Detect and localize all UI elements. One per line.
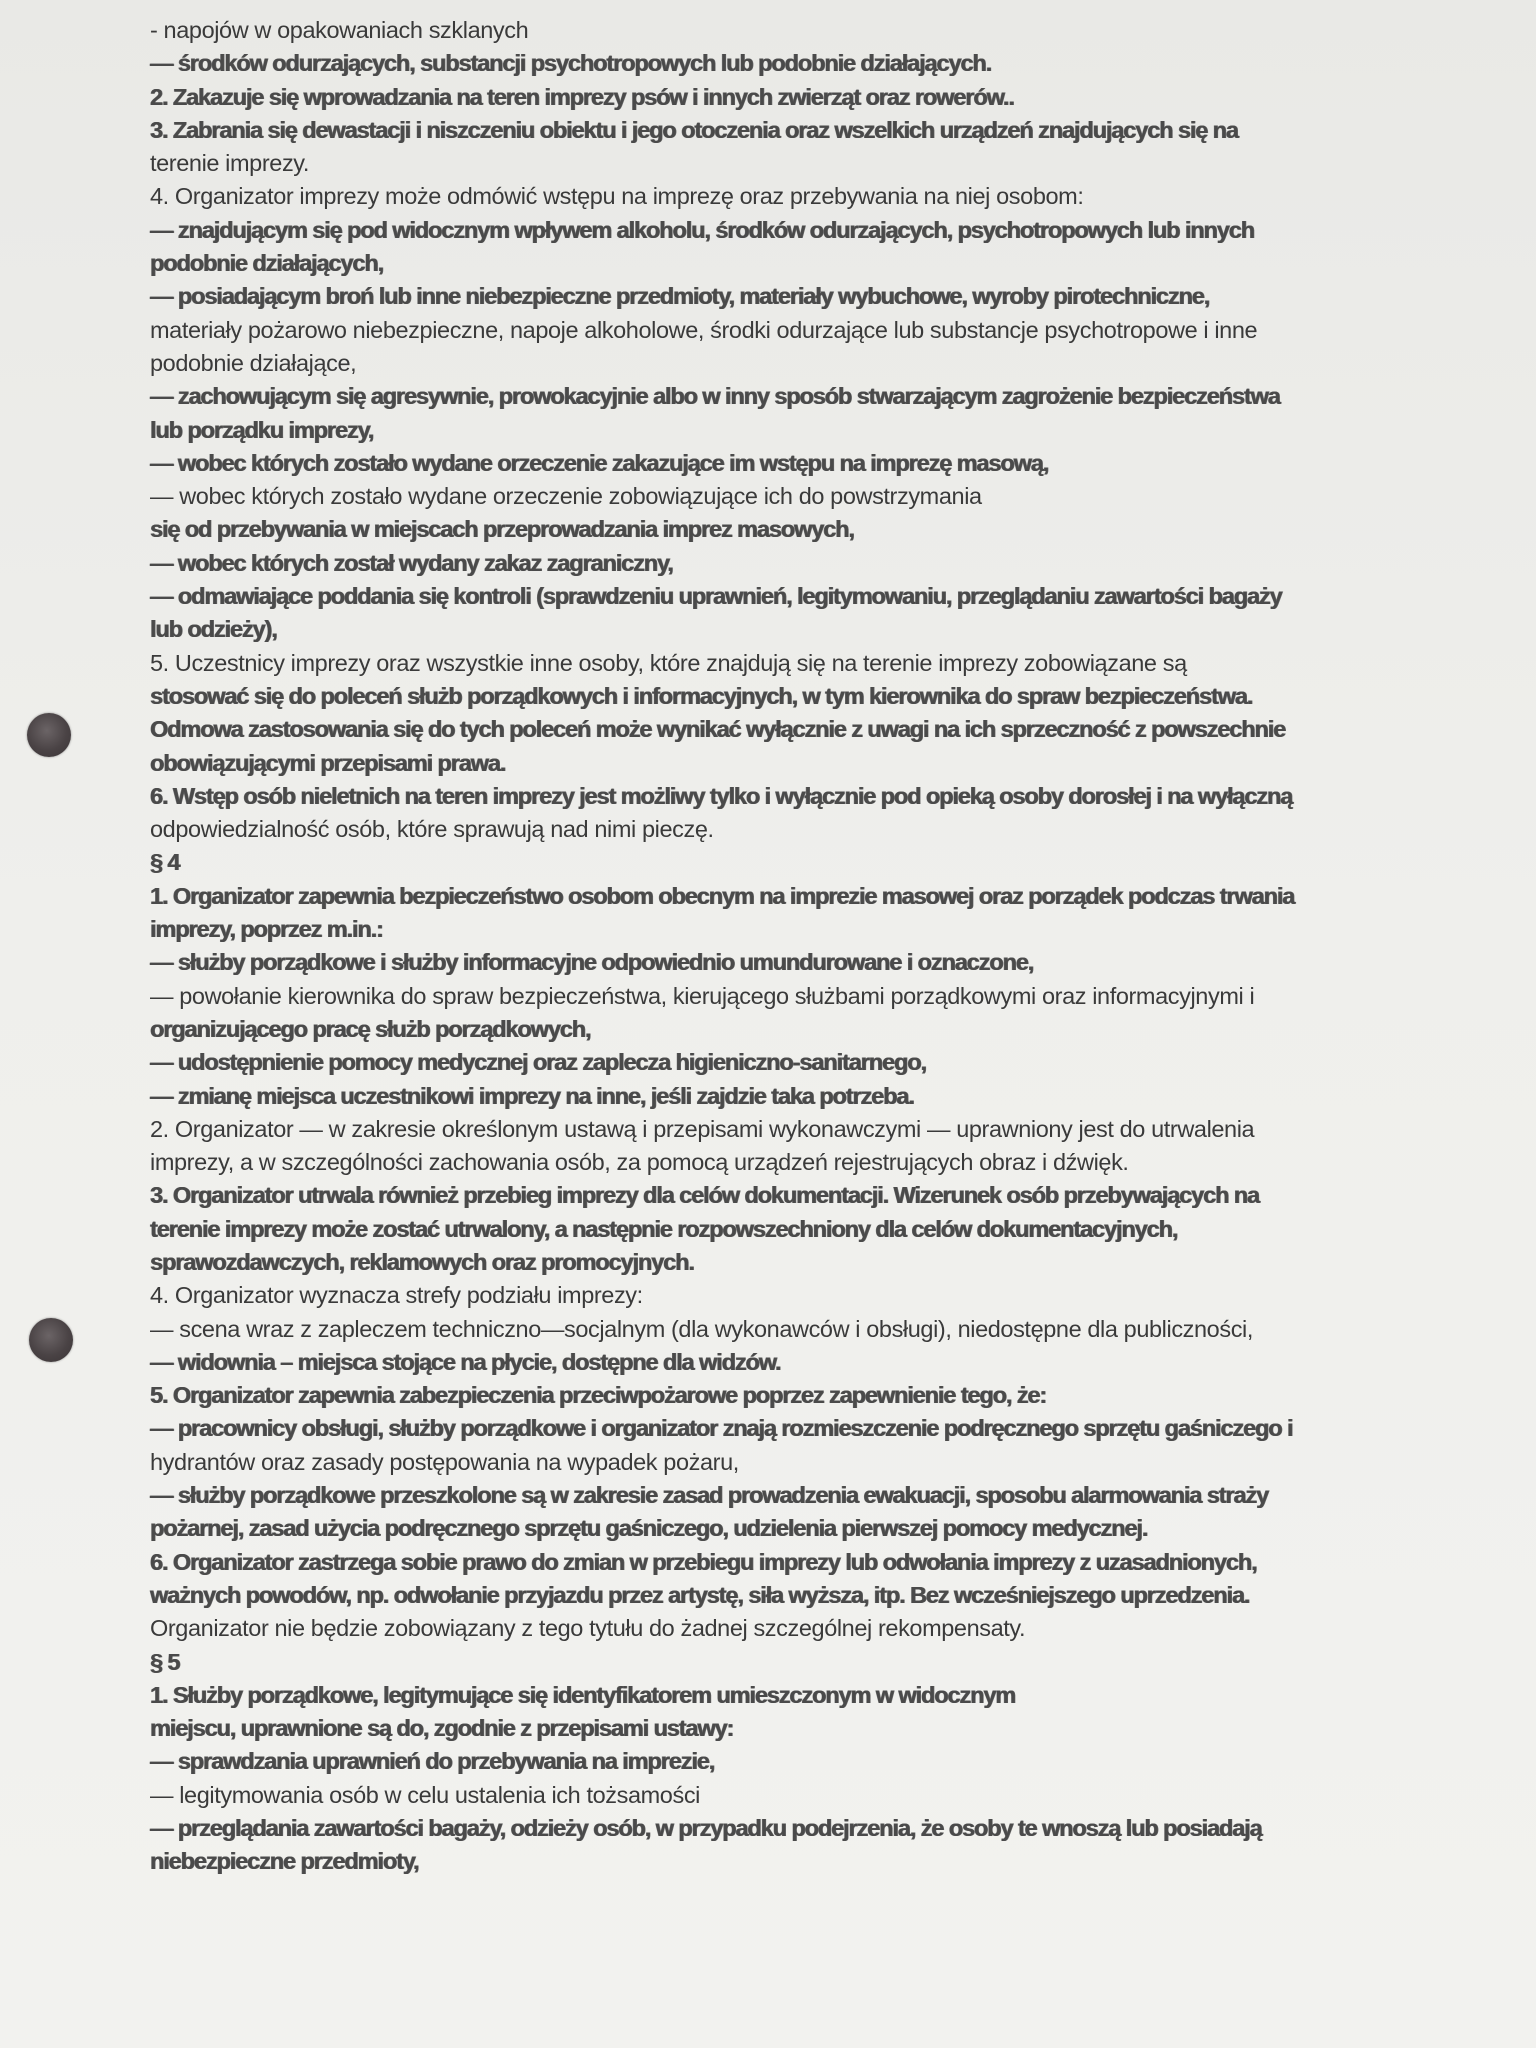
text-line: — wobec których został wydany zakaz zagraniczny, bbox=[150, 549, 673, 576]
punch-hole-bottom bbox=[29, 1318, 73, 1362]
text-line: imprezy, poprzez m.in.: bbox=[150, 916, 383, 943]
text-line: 3. Organizator utrwala również przebieg imprezy dla celów dokumentacji. Wizerunek osób przebywających na bbox=[150, 1182, 1260, 1209]
text-line: sprawozdawczych, reklamowych oraz promocyjnych. bbox=[150, 1248, 694, 1275]
text-line: — zmianę miejsca uczestnikowi imprezy na inne, jeśli zajdzie taka potrzeba. bbox=[150, 1082, 914, 1109]
text-line: — legitymowania osób w celu ustalenia ich tożsamości bbox=[150, 1781, 700, 1808]
text-line: się od przebywania w miejscach przeprowadzania imprez masowych, bbox=[150, 516, 854, 543]
text-line: obowiązującymi przepisami prawa. bbox=[150, 749, 506, 776]
text-line: 4. Organizator imprezy może odmówić wstępu na imprezę oraz przebywania na niej osobom: bbox=[150, 183, 1084, 210]
text-line: podobnie działających, bbox=[150, 250, 384, 277]
text-line: 6. Wstęp osób nieletnich na teren imprezy jest możliwy tylko i wyłącznie pod opieką osoby dorosłej i na wyłączną bbox=[150, 782, 1293, 809]
text-line: 5. Organizator zapewnia zabezpieczenia przeciwpożarowe poprzez zapewnienie tego, że: bbox=[150, 1382, 1047, 1409]
text-line: — powołanie kierownika do spraw bezpieczeństwa, kierującego służbami porządkowymi oraz informacyjnymi i bbox=[150, 982, 1255, 1009]
text-line: Odmowa zastosowania się do tych poleceń może wynikać wyłącznie z uwagi na ich sprzeczność z powszechnie bbox=[150, 716, 1286, 743]
text-line: — scena wraz z zapleczem techniczno—socjalnym (dla wykonawców i obsługi), niedostępne dla publiczności, bbox=[150, 1315, 1254, 1342]
text-line: stosować się do poleceń służb porządkowych i informacyjnych, w tym kierownika do spraw bezpieczeństwa. bbox=[150, 682, 1253, 709]
text-line: — znajdującym się pod widocznym wpływem alkoholu, środków odurzających, psychotropowych lub innych bbox=[150, 216, 1254, 243]
text-line: 1. Organizator zapewnia bezpieczeństwo osobom obecnym na imprezie masowej oraz porządek podczas trwania bbox=[150, 882, 1295, 909]
text-line: organizującego pracę służb porządkowych, bbox=[150, 1015, 591, 1042]
text-line: — posiadającym broń lub inne niebezpieczne przedmioty, materiały wybuchowe, wyroby pirotechniczne, bbox=[150, 283, 1210, 310]
text-line: — służby porządkowe i służby informacyjne odpowiednio umundurowane i oznaczone, bbox=[150, 949, 1034, 976]
text-line: terenie imprezy. bbox=[150, 150, 310, 177]
text-line: § 5 bbox=[150, 1648, 180, 1675]
text-line: niebezpieczne przedmioty, bbox=[150, 1848, 419, 1875]
text-line: 4. Organizator wyznacza strefy podziału imprezy: bbox=[150, 1282, 643, 1309]
text-line: podobnie działające, bbox=[150, 349, 357, 376]
text-line: — środków odurzających, substancji psychotropowych lub podobnie działających. bbox=[150, 50, 992, 77]
text-line: § 4 bbox=[150, 849, 180, 876]
text-line: — sprawdzania uprawnień do przebywania na imprezie, bbox=[150, 1748, 715, 1775]
text-line: — przeglądania zawartości bagaży, odzieży osób, w przypadku podejrzenia, że osoby te wnoszą lub posiadają bbox=[150, 1815, 1262, 1842]
text-line: lub porządku imprezy, bbox=[150, 416, 374, 443]
text-line: imprezy, a w szczególności zachowania osób, za pomocą urządzeń rejestrujących obraz i dźwięk. bbox=[150, 1149, 1129, 1176]
punch-hole-top bbox=[27, 713, 71, 757]
text-line: — odmawiające poddania się kontroli (sprawdzeniu uprawnień, legitymowaniu, przeglądaniu zawartości bagaży bbox=[150, 583, 1282, 610]
text-line: 3. Zabrania się dewastacji i niszczeniu obiektu i jego otoczenia oraz wszelkich urządzeń znajdujących się na bbox=[150, 116, 1238, 143]
text-line: 2. Zakazuje się wprowadzania na teren imprezy psów i innych zwierząt oraz rowerów.. bbox=[150, 83, 1014, 110]
text-line: 2. Organizator — w zakresie określonym ustawą i przepisami wykonawczymi — uprawniony jest do utrwalenia bbox=[150, 1115, 1255, 1142]
text-line: — pracownicy obsługi, służby porządkowe i organizator znają rozmieszczenie podręcznego sprzętu gaśniczego i bbox=[150, 1415, 1293, 1442]
text-line: 6. Organizator zastrzega sobie prawo do zmian w przebiegu imprezy lub odwołania imprezy z uzasadnionych, bbox=[150, 1548, 1257, 1575]
text-line: - napojów w opakowaniach szklanych bbox=[150, 17, 529, 43]
text-line: 1. Służby porządkowe, legitymujące się identyfikatorem umieszczonym w widocznym bbox=[150, 1681, 1016, 1708]
text-line: — widownia – miejsca stojące na płycie, dostępne dla widzów. bbox=[150, 1348, 781, 1375]
text-line: miejscu, uprawnione są do, zgodnie z przepisami ustawy: bbox=[150, 1715, 734, 1742]
text-line: 5. Uczestnicy imprezy oraz wszystkie inne osoby, które znajdują się na terenie imprezy zobowiązane są bbox=[150, 649, 1187, 676]
text-line: hydrantów oraz zasady postępowania na wypadek pożaru, bbox=[150, 1448, 739, 1475]
text-line: — udostępnienie pomocy medycznej oraz zaplecza higieniczno-sanitarnego, bbox=[150, 1049, 926, 1076]
text-line: — wobec których zostało wydane orzeczenie zobowiązujące ich do powstrzymania bbox=[150, 483, 982, 510]
text-line: odpowiedzialność osób, które sprawują nad nimi pieczę. bbox=[150, 816, 714, 843]
text-line: materiały pożarowo niebezpieczne, napoje alkoholowe, środki odurzające lub substancje psychotropowe i inne bbox=[150, 316, 1258, 343]
text-line: — wobec których zostało wydane orzeczenie zakazujące im wstępu na imprezę masową, bbox=[150, 449, 1049, 476]
text-line: lub odzieży), bbox=[150, 616, 277, 643]
document-text bbox=[150, 14, 1380, 1879]
text-line: terenie imprezy może zostać utrwalony, a następnie rozpowszechniony dla celów dokumentacyjnych, bbox=[150, 1215, 1178, 1242]
text-line: Organizator nie będzie zobowiązany z tego tytułu do żadnej szczególnej rekompensaty. bbox=[150, 1615, 1026, 1642]
text-line: — służby porządkowe przeszkolone są w zakresie zasad prowadzenia ewakuacji, sposobu alarmowania straży bbox=[150, 1482, 1269, 1509]
text-line: — zachowującym się agresywnie, prowokacyjnie albo w inny sposób stwarzającym zagrożenie bezpieczeństwa bbox=[150, 383, 1280, 410]
text-line: ważnych powodów, np. odwołanie przyjazdu przez artystę, siła wyższa, itp. Bez wcześniejszego uprzedzenia. bbox=[150, 1581, 1250, 1608]
text-line: pożarnej, zasad użycia podręcznego sprzętu gaśniczego, udzielenia pierwszej pomocy medycznej. bbox=[150, 1515, 1148, 1542]
